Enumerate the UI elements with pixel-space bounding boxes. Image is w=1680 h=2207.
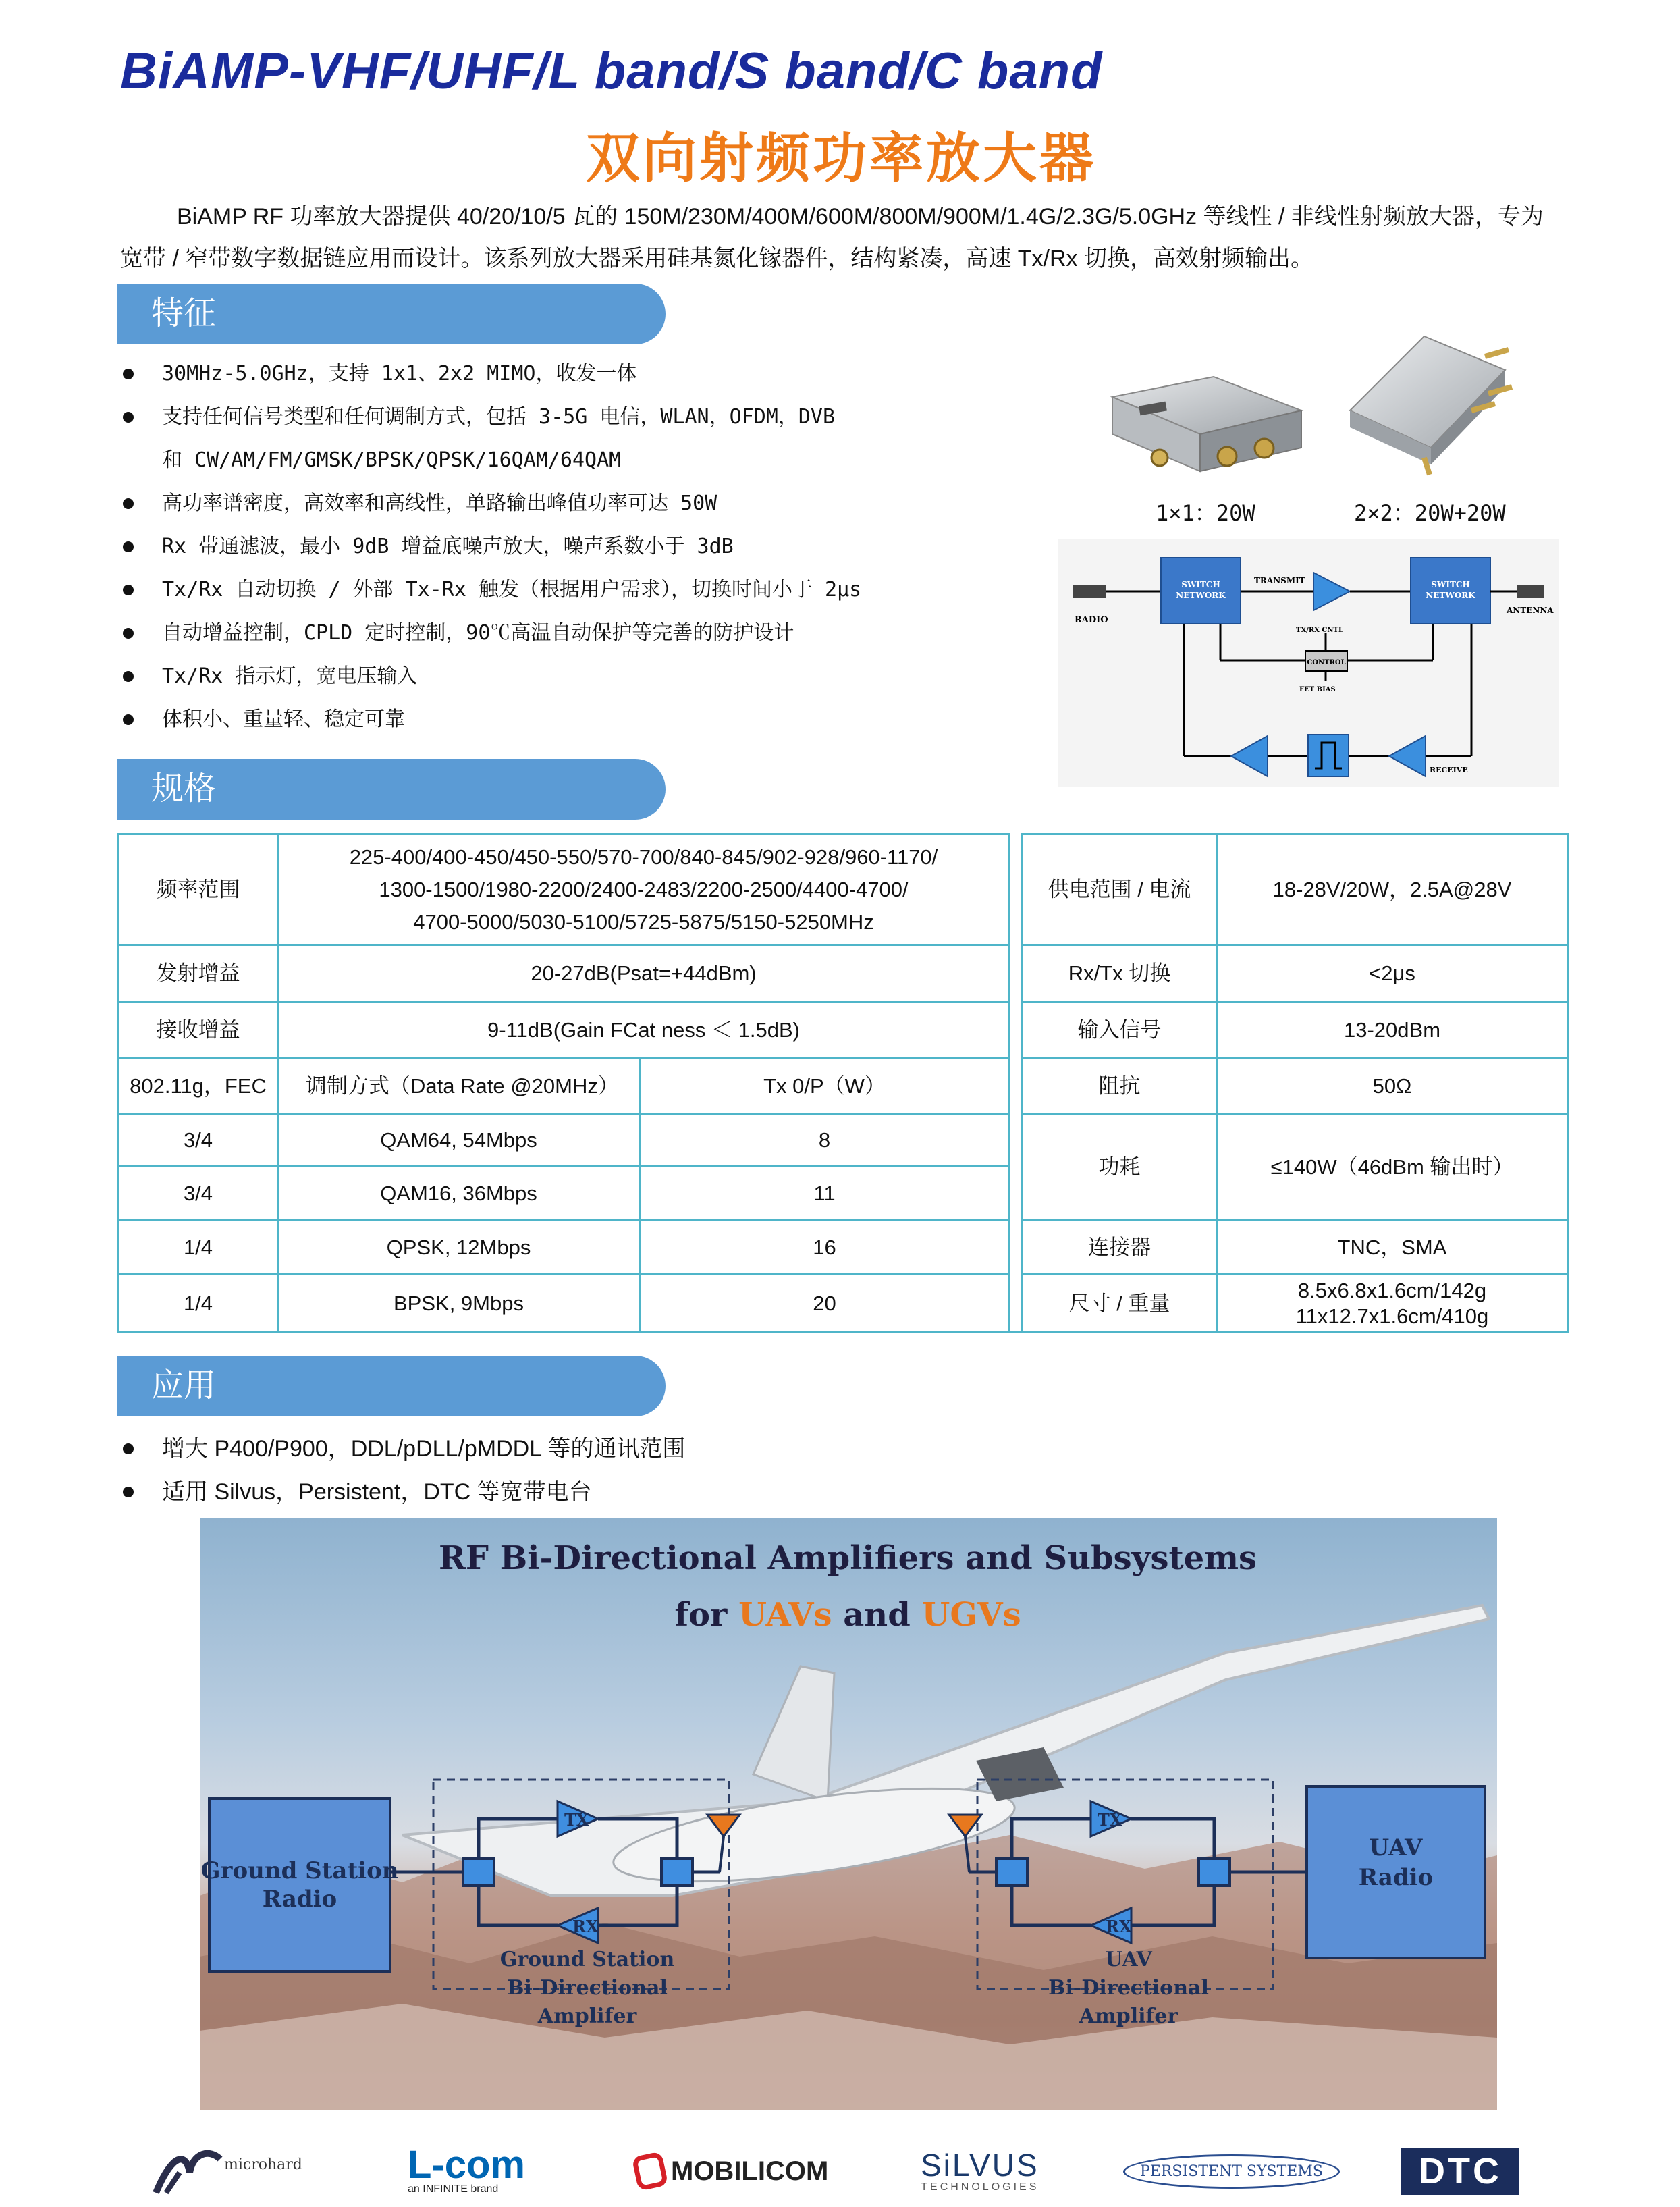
spec-label-tx-gain: 发射增益 — [119, 945, 278, 1002]
microhard-logo: microhard — [153, 2146, 302, 2197]
microhard-emblem-icon — [153, 2146, 227, 2197]
table-row — [119, 1114, 1568, 1167]
bullet-icon — [123, 714, 134, 725]
svg-text:Ground Station: Ground Station — [499, 1948, 675, 1971]
svg-text:Amplifer: Amplifer — [537, 2004, 637, 2028]
mobilicom-logo: MOBILICOM — [633, 2146, 828, 2197]
bullet-icon — [123, 541, 134, 552]
spec-label-freq: 频率范围 — [119, 834, 278, 945]
svg-text:NETWORK: NETWORK — [1426, 591, 1475, 600]
lcom-logo: L-com an INFINITE brand — [408, 2143, 525, 2195]
feature-item: 支持任何信号类型和任何调制方式，包括 3-5G 电信，WLAN，OFDM，DVB — [120, 396, 861, 439]
bullet-icon — [123, 1443, 134, 1454]
silvus-logo: SiLVUS TECHNOLOGIES — [921, 2148, 1039, 2193]
rate-fec: 1/4 — [119, 1275, 278, 1333]
product-image-2x2 — [1343, 329, 1519, 478]
section-header-features: 特征 — [117, 284, 666, 344]
table-row — [119, 1221, 1568, 1275]
product-caption-1x1: 1×1：20W — [1156, 500, 1255, 526]
feature-item: 30MHz-5.0GHz，支持 1x1、2x2 MIMO，收发一体 — [120, 352, 861, 396]
receive-label: RECEIVE — [1430, 766, 1468, 774]
rate-tx: 8 — [640, 1114, 1010, 1167]
spec-value-switch: <2μs — [1217, 945, 1568, 1002]
banner-title-line1: RF Bi-Directional Amplifiers and Subsystems — [438, 1539, 1257, 1577]
table-row — [119, 1275, 1568, 1333]
rate-header-mod: 调制方式（Data Rate @20MHz） — [278, 1059, 640, 1114]
bullet-icon — [123, 585, 134, 595]
block-diagram — [1058, 539, 1559, 787]
spec-value-input: 13-20dBm — [1217, 1002, 1568, 1059]
bullet-icon — [123, 369, 134, 379]
svg-text:Radio: Radio — [262, 1886, 337, 1913]
fet-bias-label: FET BIAS — [1299, 686, 1336, 693]
rate-fec: 1/4 — [119, 1221, 278, 1275]
rate-tx: 16 — [640, 1221, 1010, 1275]
bullet-icon — [123, 498, 134, 509]
spec-label-connector: 连接器 — [1023, 1221, 1217, 1275]
spec-label-size: 尺寸 / 重量 — [1023, 1275, 1217, 1333]
svg-text:UAV: UAV — [1105, 1948, 1152, 1971]
bullet-icon — [123, 1487, 134, 1497]
mobilicom-emblem-icon — [633, 2152, 667, 2190]
svg-text:NETWORK: NETWORK — [1176, 591, 1226, 600]
svg-text:Amplifer: Amplifer — [1079, 2004, 1178, 2028]
spec-value-connector: TNC，SMA — [1217, 1221, 1568, 1275]
bullet-icon — [123, 671, 134, 682]
svg-text:SWITCH: SWITCH — [1431, 580, 1470, 589]
svg-text:Bi-Directional: Bi-Directional — [507, 1976, 668, 2000]
feature-item: Rx 带通滤波，最小 9dB 增益底噪声放大，噪声系数小于 3dB — [120, 525, 861, 568]
antenna-connector-icon — [1517, 585, 1544, 598]
banner-title-line2: for UAVs and UGVs — [674, 1596, 1021, 1634]
feature-item: 自动增益控制，CPLD 定时控制，90℃高温自动保护等完善的防护设计 — [120, 612, 861, 655]
svg-text:Radio: Radio — [1358, 1864, 1434, 1891]
radio-connector-icon — [1073, 585, 1106, 598]
rate-fec: 3/4 — [119, 1167, 278, 1221]
section-header-applications: 应用 — [117, 1356, 666, 1416]
features-list — [120, 352, 861, 741]
feature-item: 体积小、重量轻、稳定可靠 — [120, 698, 861, 741]
svg-text:SWITCH: SWITCH — [1181, 580, 1220, 589]
spec-label-impedance: 阻抗 — [1023, 1059, 1217, 1114]
antenna-label: ANTENNA — [1507, 606, 1554, 615]
svg-text:UAV: UAV — [1369, 1834, 1423, 1861]
rate-tx: 20 — [640, 1275, 1010, 1333]
spec-value-tx-gain: 20-27dB(Psat=+44dBm) — [278, 945, 1010, 1002]
spec-label-rx-gain: 接收增益 — [119, 1002, 278, 1059]
intro-paragraph: BiAMP RF 功率放大器提供 40/20/10/5 瓦的 150M/230M/400M/600M/800M/900M/1.4G/2.3G/5.0GHz 等线性 / 非线性射频放大器，专为宽带 / 窄带数字数据链应用而设计。该系列放大器采用硅基氮化镓器件，结构紧凑，高速 Tx/Rx 切换，高效射频输出。 — [120, 204, 1544, 271]
title-english: BiAMP-VHF/UHF/L band/S band/C band — [120, 43, 1103, 100]
control-label: CONTROL — [1307, 659, 1346, 666]
application-item: 适用 Silvus，Persistent，DTC 等宽带电台 — [120, 1470, 685, 1514]
applications-list — [120, 1427, 685, 1514]
table-row — [119, 1059, 1568, 1114]
transmit-label: TRANSMIT — [1254, 576, 1305, 585]
section-header-specs: 规格 — [117, 759, 666, 820]
rate-mod: QPSK, 12Mbps — [278, 1221, 640, 1275]
spec-label-power: 供电范围 / 电流 — [1023, 834, 1217, 945]
svg-text:Bi-Directional: Bi-Directional — [1048, 1976, 1209, 2000]
feature-item: Tx/Rx 指示灯，宽电压输入 — [120, 655, 861, 698]
dtc-logo: DTC — [1401, 2146, 1519, 2197]
feature-item-continued: 和 CW/AM/FM/GMSK/BPSK/QPSK/16QAM/64QAM — [162, 448, 622, 472]
spec-value-freq: 225-400/400-450/450-550/570-700/840-845/902-928/960-1170/ 1300-1500/1980-2200/2400-2483/2200-2500/4400-4700/ 4700-5000/5030-5100/5725-5875/5150-5250MHz — [278, 834, 1010, 945]
rate-fec: 3/4 — [119, 1114, 278, 1167]
persistent-systems-logo: PERSISTENT SYSTEMS — [1123, 2146, 1340, 2197]
rate-mod: BPSK, 9Mbps — [278, 1275, 640, 1333]
spec-value-impedance: 50Ω — [1217, 1059, 1568, 1114]
application-item: 增大 P400/P900，DDL/pDLL/pMDDL 等的通讯范围 — [120, 1427, 685, 1470]
txrx-cntl-label: TX/RX CNTL — [1296, 627, 1343, 634]
radio-label: RADIO — [1075, 615, 1108, 625]
rate-header-fec: 802.11g，FEC — [119, 1059, 278, 1114]
product-image-1x1 — [1099, 370, 1315, 485]
rate-mod: QAM16, 36Mbps — [278, 1167, 640, 1221]
svg-text:RX: RX — [572, 1917, 599, 1936]
spec-label-switch: Rx/Tx 切换 — [1023, 945, 1217, 1002]
table-row — [119, 1002, 1568, 1059]
bullet-icon — [123, 628, 134, 639]
spec-label-input: 输入信号 — [1023, 1002, 1217, 1059]
title-chinese: 双向射频功率放大器 — [586, 128, 1096, 188]
specs-table — [117, 833, 1569, 1333]
table-row — [119, 945, 1568, 1002]
spec-value-power: 18-28V/20W，2.5A@28V — [1217, 834, 1568, 945]
svg-text:TX: TX — [1098, 1810, 1122, 1830]
svg-text:RX: RX — [1106, 1917, 1132, 1936]
spec-value-consumption: ≤140W（46dBm 输出时） — [1217, 1114, 1568, 1221]
ground-station-radio-box — [209, 1799, 390, 1971]
feature-item: 高功率谱密度，高效率和高线性，单路输出峰值功率可达 50W — [120, 482, 861, 525]
table-row — [119, 834, 1568, 945]
uav-banner-image — [200, 1518, 1497, 2110]
svg-text:Ground Station: Ground Station — [200, 1857, 399, 1884]
feature-item: Tx/Rx 自动切换 / 外部 Tx-Rx 触发（根据用户需求），切换时间小于 2μs — [120, 568, 861, 612]
spec-value-rx-gain: 9-11dB(Gain FCat ness ＜ 1.5dB) — [278, 1002, 1010, 1059]
bullet-icon — [123, 412, 134, 423]
rate-header-txop: Tx 0/P（W） — [640, 1059, 1010, 1114]
rate-mod: QAM64, 54Mbps — [278, 1114, 640, 1167]
spec-value-size: 8.5x6.8x1.6cm/142g 11x12.7x1.6cm/410g — [1217, 1275, 1568, 1333]
spec-label-consumption: 功耗 — [1023, 1114, 1217, 1221]
bandpass-filter-icon — [1308, 735, 1349, 776]
svg-text:TX: TX — [564, 1810, 589, 1830]
product-caption-2x2: 2×2：20W+20W — [1354, 500, 1506, 526]
rate-tx: 11 — [640, 1167, 1010, 1221]
